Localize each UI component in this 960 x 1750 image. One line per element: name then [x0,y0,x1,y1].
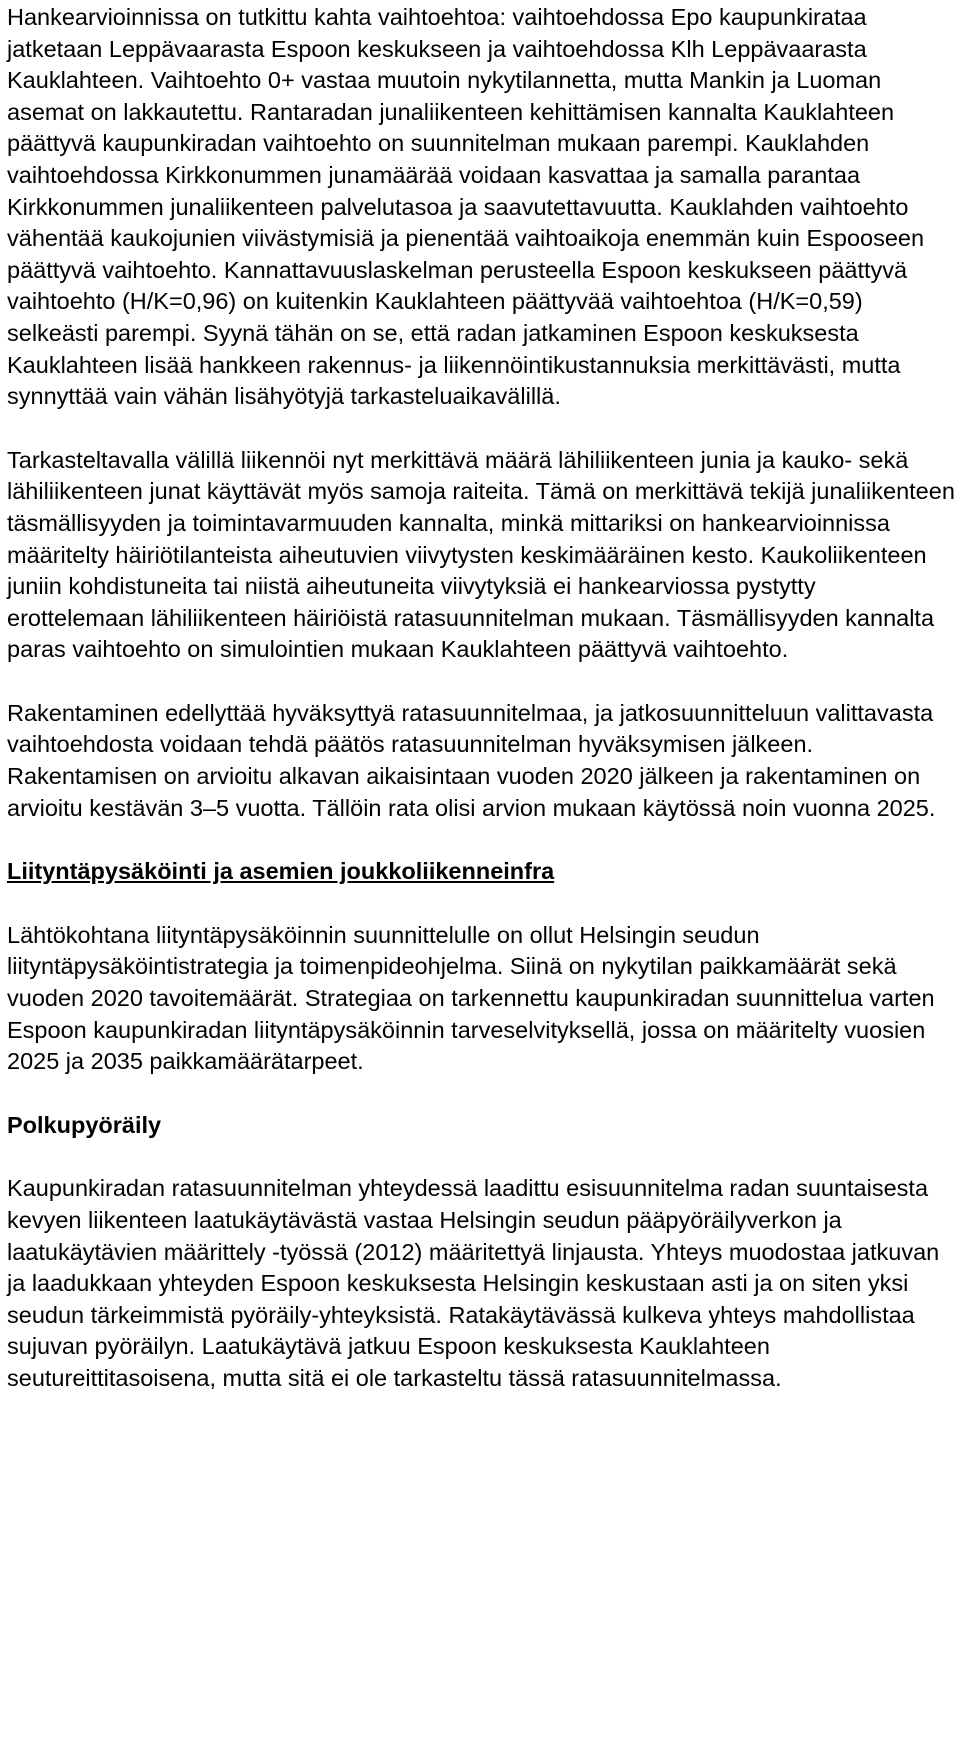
paragraph-rakentaminen: Rakentaminen edellyttää hyväksyttyä ratasuunnitelmaa, ja jatkosuunnitteluun valittavasta vaihtoehdosta voidaan tehdä päätös ratasuunnitelman hyväksymisen jälkeen. Rakentamisen on arvioitu alkavan aikaisintaan vuoden 2020 jälkeen ja rakentaminen on arvioitu kestävän 3–5 vuotta. Tällöin rata olisi arvion mukaan käytössä noin vuonna 2025. [7,699,936,821]
paragraph-tasmallisyys: Tarkasteltavalla välillä liikennöi nyt merkittävä määrä lähiliikenteen junia ja kauko- sekä lähiliikenteen junat käyttävät myös samoja raiteita. Tämä on merkittävä tekijä junaliikenteen täsmällisyyden ja toimintavarmuuden kannalta, minkä mittariksi on hankearvioinnissa määritelty häiriötilanteista aiheutuvien viivytysten keskimääräinen kesto. Kaukoliikenteen juniin kohdistuneita tai niistä aiheutuneita viivytyksiä ei hankearviossa pystytty erottelemaan lähiliikenteen häiriöistä ratasuunnitelman mukaan. Täsmällisyyden kannalta paras vaihtoehto on simulointien mukaan Kauklahteen päättyvä vaihtoehto. [7,446,955,663]
document-page [7,2,957,1395]
paragraph-hankearviointi: Hankearvioinnissa on tutkittu kahta vaihtoehtoa: vaihtoehdossa Epo kaupunkirataa jatketaan Leppävaarasta Espoon keskukseen ja vaihtoehdossa Klh Leppävaarasta Kauklahteen. Vaihtoehto 0+ vastaa muutoin nykytilannetta, mutta Mankin ja Luoman asemat on lakkautettu. Rantaradan junaliikenteen kehittämisen kannalta Kauklahteen päättyvä kaupunkiradan vaihtoehto on suunnitelman mukaan parempi. Kauklahden vaihtoehdossa Kirkkonummen junamäärää voidaan kasvattaa ja samalla parantaa Kirkkonummen junaliikenteen palvelutasoa ja saavutettavuutta. Kauklahden vaihtoehto vähentää kaukojunien viivästymisiä ja pienentää vaihtoaikoja enemmän kuin Espooseen päättyvä vaihtoehto. Kannattavuuslaskelman perusteella Espoon keskukseen päättyvä vaihtoehto (H/K=0,96) on kuitenkin Kauklahteen päättyvää vaihtoehtoa (H/K=0,59) selkeästi parempi. Syynä tähän on se, että radan jatkaminen Espoon keskuksesta Kauklahteen lisää hankkeen rakennus- ja liikennöintikustannuksia merkittävästi, mutta synnyttää vain vähän lisähyötyjä tarkasteluaikavälillä. [7,4,925,410]
paragraph-liityntapysakointi: Lähtökohtana liityntäpysäköinnin suunnittelulle on ollut Helsingin seudun liityntäpysäköintistrategia ja toimenpideohjelma. Siinä on nykytilan paikkamäärät sekä vuoden 2020 tavoitemäärät. Strategiaa on tarkennettu kaupunkiradan suunnittelua varten Espoon kaupunkiradan liityntäpysäköinnin tarveselvityksellä, jossa on määritelty vuosien 2025 ja 2035 paikkamäärätarpeet. [7,921,935,1075]
paragraph-polkupyoraily: Kaupunkiradan ratasuunnitelman yhteydessä laadittu esisuunnitelma radan suuntaisesta kevyen liikenteen laatukäytävästä vastaa Helsingin seudun pääpyöräilyverkon ja laatukäytävien määrittely -työssä (2012) määritettyä linjausta. Yhteys muodostaa jatkuvan ja laadukkaan yhteyden Espoon keskuksesta Helsingin keskustaan asti ja on siten yksi seudun tärkeimmistä pyöräily-yhteyksistä. Ratakäytävässä kulkeva yhteys mahdollistaa sujuvan pyöräilyn. Laatukäytävä jatkuu Espoon keskuksesta Kauklahteen seutureittitasoisena, mutta sitä ei ole tarkasteltu tässä ratasuunnitelmassa. [7,1175,940,1391]
heading-polkupyoraily: Polkupyöräily [7,1111,162,1138]
heading-liityntapysakointi: Liityntäpysäköinti ja asemien joukkoliikenneinfra [7,858,555,885]
